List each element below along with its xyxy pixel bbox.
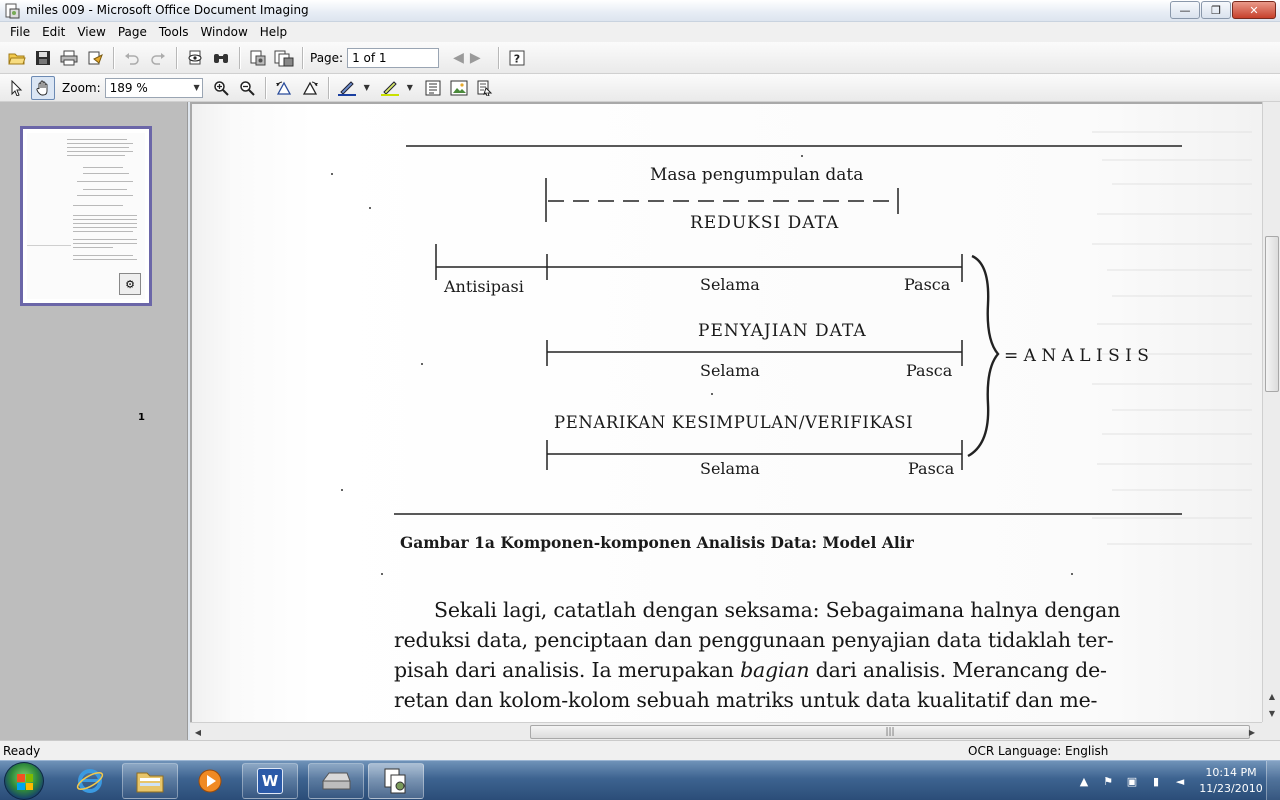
send-button[interactable]: [83, 46, 107, 70]
next-page-icon[interactable]: ▶: [469, 49, 481, 66]
scroll-page-up-icon[interactable]: ▲: [1268, 691, 1276, 701]
taskbar-windows-explorer[interactable]: [122, 763, 178, 799]
chevron-down-icon: ▼: [193, 83, 200, 92]
vertical-scroll-thumb[interactable]: [1265, 236, 1279, 392]
show-hidden-icons-icon[interactable]: ▲: [1079, 774, 1089, 788]
thumbnail-pane: [0, 102, 188, 740]
ocr-language-status: OCR Language: English: [968, 744, 1109, 758]
standard-toolbar: [0, 42, 1280, 74]
pen-icon: [337, 79, 357, 97]
horizontal-scroll-thumb[interactable]: |||: [530, 725, 1250, 739]
body-line-3-part-1: pisah dari analisis. Ia merupakan: [394, 658, 741, 682]
previous-page-icon[interactable]: ◀: [453, 49, 464, 66]
show-desktop-button[interactable]: [1266, 761, 1280, 800]
recognize-text-button[interactable]: [183, 46, 207, 70]
antisipasi-label: Antisipasi: [444, 277, 524, 296]
toolbar-separator: [265, 77, 266, 99]
ocr-page-icon: ⚙: [119, 273, 141, 295]
media-player-icon: [196, 767, 224, 795]
title-bar: [0, 0, 1280, 22]
clock[interactable]: [1196, 765, 1266, 797]
system-tray: [1072, 761, 1280, 800]
highlighter-dropdown-icon[interactable]: ▼: [406, 83, 413, 92]
pasca-label-1: Pasca: [904, 275, 951, 294]
binoculars-icon: [212, 50, 230, 66]
scanner-icon: [320, 769, 352, 793]
taskbar: [0, 760, 1280, 800]
body-paragraph-line-4: retan dan kolom-kolom sebuah matriks untuk data kualitatif dan me-: [394, 688, 1098, 712]
device-icon[interactable]: ▣: [1126, 774, 1138, 788]
pen-dropdown-icon[interactable]: ▼: [363, 83, 370, 92]
zoom-in-icon: [213, 80, 229, 96]
scroll-left-icon[interactable]: ◀: [194, 727, 202, 737]
body-paragraph-line-3: [394, 658, 1107, 682]
pages-stack-icon: [274, 49, 294, 67]
menu-file[interactable]: File: [10, 25, 31, 39]
network-icon[interactable]: ▮: [1152, 774, 1160, 788]
taskbar-document-imaging[interactable]: [368, 763, 424, 799]
minimize-button[interactable]: —: [1170, 1, 1200, 19]
highlighter-tool-button[interactable]: [378, 76, 402, 100]
find-button[interactable]: [209, 46, 233, 70]
undo-button[interactable]: [120, 46, 144, 70]
save-disk-icon: [35, 50, 51, 66]
hand-pan-icon: [35, 80, 51, 96]
view-toolbar: [0, 74, 1280, 102]
scroll-right-icon[interactable]: ▶: [1248, 727, 1256, 737]
toolbar-separator: [328, 77, 329, 99]
volume-icon[interactable]: ◄: [1175, 774, 1185, 788]
scroll-page-down-icon[interactable]: ▼: [1268, 708, 1276, 718]
arrow-pointer-icon: [10, 80, 24, 96]
open-folder-icon: [8, 50, 26, 66]
page-thumbnail[interactable]: [20, 126, 152, 306]
taskbar-word[interactable]: [242, 763, 298, 799]
zoom-out-button[interactable]: [235, 76, 259, 100]
word-icon: W: [257, 768, 283, 794]
select-tool-button[interactable]: [5, 76, 29, 100]
help-button[interactable]: [505, 46, 529, 70]
penyajian-data-label: PENYAJIAN DATA: [698, 321, 867, 341]
page-label: Page:: [310, 50, 344, 65]
toolbar-separator: [302, 47, 303, 69]
restore-button[interactable]: ❐: [1201, 1, 1231, 19]
taskbar-scanner[interactable]: [308, 763, 364, 799]
selama-label-1: Selama: [700, 275, 760, 294]
pen-tool-button[interactable]: [335, 76, 359, 100]
zoom-out-icon: [239, 80, 255, 96]
send-text-to-word-button[interactable]: [246, 46, 270, 70]
close-button[interactable]: ✕: [1232, 1, 1276, 19]
masa-pengumpulan-label: Masa pengumpulan data: [650, 165, 864, 185]
rotate-right-icon: [301, 80, 319, 96]
window-title: miles 009 - Microsoft Office Document Imaging: [26, 3, 309, 17]
picture-icon: [450, 80, 468, 96]
start-button[interactable]: [4, 762, 44, 800]
menu-tools[interactable]: Tools: [158, 25, 189, 39]
pasca-label-2: Pasca: [906, 361, 953, 380]
action-center-flag-icon[interactable]: ⚑: [1103, 774, 1113, 788]
body-line-3-part-2: dari analisis. Merancang de-: [809, 658, 1107, 682]
send-to-powerpoint-button[interactable]: [272, 46, 296, 70]
highlighter-icon: [380, 79, 400, 97]
menu-edit[interactable]: Edit: [42, 25, 66, 39]
page-pointer-icon: [476, 80, 494, 96]
save-button[interactable]: [31, 46, 55, 70]
redo-icon: [150, 50, 166, 66]
rotate-left-icon: [275, 80, 293, 96]
page-to-word-icon: [249, 49, 267, 67]
zoom-label: Zoom:: [62, 80, 101, 95]
document-view[interactable]: [190, 102, 1262, 722]
analisis-label: = A N A L I S I S: [1004, 346, 1149, 366]
page-number-field[interactable]: 1 of 1: [347, 48, 439, 68]
text-box-button[interactable]: [421, 76, 445, 100]
zoom-in-button[interactable]: [209, 76, 233, 100]
scroll-corner: [1262, 722, 1280, 740]
window-controls: [1170, 1, 1276, 19]
penarikan-label: PENARIKAN KESIMPULAN/VERIFIKASI: [554, 413, 914, 432]
taskbar-internet-explorer[interactable]: [62, 763, 118, 799]
thumbnail-page-number: 1: [138, 412, 145, 423]
document-imaging-icon: [381, 767, 411, 795]
internet-explorer-icon: [76, 767, 104, 795]
scanned-page: [192, 104, 1262, 722]
clock-time: 10:14 PM: [1205, 766, 1257, 779]
zoom-value: 189 %: [109, 80, 148, 95]
open-button[interactable]: [5, 46, 29, 70]
toolbar-separator: [498, 47, 499, 69]
hand-tool-button[interactable]: [31, 76, 55, 100]
horizontal-scrollbar[interactable]: [190, 722, 1262, 740]
vertical-scrollbar[interactable]: [1262, 102, 1280, 722]
body-italic-word: bagian: [740, 658, 810, 682]
reading-view-button[interactable]: [473, 76, 497, 100]
insert-picture-button[interactable]: [447, 76, 471, 100]
rotate-left-button[interactable]: [272, 76, 296, 100]
menu-help[interactable]: Help: [259, 25, 288, 39]
send-page-icon: [86, 50, 104, 66]
menu-window[interactable]: Window: [200, 25, 248, 39]
svg-text:?: ?: [513, 52, 520, 65]
menu-view[interactable]: View: [77, 25, 106, 39]
menu-page[interactable]: Page: [117, 25, 147, 39]
taskbar-media-player[interactable]: [182, 763, 238, 799]
selama-label-2: Selama: [700, 361, 760, 380]
print-button[interactable]: [57, 46, 81, 70]
menu-bar: [0, 22, 1280, 42]
folder-icon: [135, 768, 165, 794]
app-icon: [4, 3, 20, 19]
figure-caption: Gambar 1a Komponen-komponen Analisis Data: Model Alir: [400, 533, 914, 552]
toolbar-separator: [239, 47, 240, 69]
body-paragraph-line-2: reduksi data, penciptaan dan penggunaan penyajian data tidaklah ter-: [394, 628, 1114, 652]
toolbar-separator: [113, 47, 114, 69]
windows-logo-icon: [17, 774, 33, 790]
rotate-right-button[interactable]: [298, 76, 322, 100]
toolbar-separator: [176, 47, 177, 69]
printer-icon: [60, 50, 78, 66]
status-text: Ready: [3, 744, 41, 758]
body-paragraph-line-1: Sekali lagi, catatlah dengan seksama: Sebagaimana halnya dengan: [434, 598, 1121, 622]
undo-icon: [124, 50, 140, 66]
help-question-icon: [509, 50, 525, 66]
status-bar: [0, 740, 1280, 760]
ocr-eye-icon: [186, 50, 204, 66]
reduksi-data-label: REDUKSI DATA: [690, 213, 840, 233]
thumbnail-preview: [27, 133, 145, 299]
pasca-label-3: Pasca: [908, 459, 955, 478]
text-box-icon: [425, 80, 441, 96]
zoom-select[interactable]: [105, 78, 203, 98]
selama-label-3: Selama: [700, 459, 760, 478]
clock-date: 11/23/2010: [1199, 782, 1263, 795]
redo-button[interactable]: [146, 46, 170, 70]
